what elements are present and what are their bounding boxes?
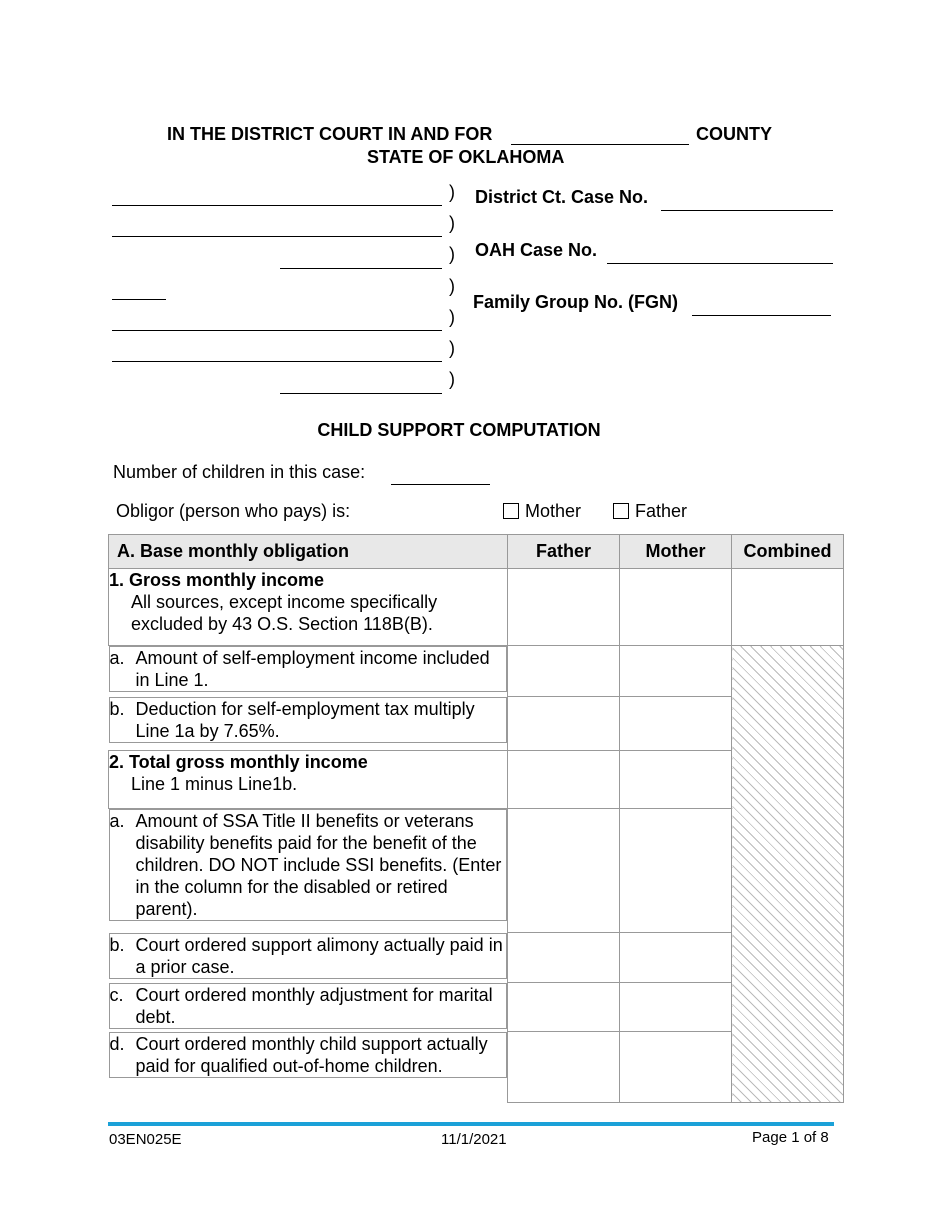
court-line xyxy=(167,124,492,145)
computation-table xyxy=(108,534,844,1103)
line2c-mother-cell[interactable] xyxy=(620,983,732,1032)
line1-mother-cell[interactable] xyxy=(620,569,732,646)
obligor-label: Obligor (person who pays) is: xyxy=(116,501,351,521)
fgn-field[interactable] xyxy=(692,315,831,316)
oah-case-label: OAH Case No. xyxy=(475,240,598,260)
line2d-letter: d. xyxy=(109,1033,125,1054)
table-header-row xyxy=(109,535,844,569)
line1-title: 1. Gross monthly income xyxy=(109,570,325,590)
line1-combined-cell[interactable] xyxy=(732,569,844,646)
paren-5: ) xyxy=(449,307,455,327)
paren-7: ) xyxy=(449,369,455,389)
line2a-mother-cell[interactable] xyxy=(620,809,732,933)
line2d-text: Court ordered monthly child support actually paid for qualified out-of-home children. xyxy=(135,1033,488,1076)
line2-label xyxy=(109,751,508,809)
col-combined-header: Combined xyxy=(732,535,844,569)
county-field[interactable] xyxy=(511,144,689,145)
table-row xyxy=(109,569,844,646)
oah-case-field[interactable] xyxy=(607,263,833,264)
col-father-header: Father xyxy=(508,535,620,569)
page-number: Page 1 of 8 xyxy=(752,1129,829,1146)
line2d-mother-cell[interactable] xyxy=(620,1032,732,1103)
line2a-label xyxy=(109,809,508,921)
form-title: CHILD SUPPORT COMPUTATION xyxy=(317,420,601,440)
line2-mother-cell[interactable] xyxy=(620,751,732,809)
obligor-father-option[interactable] xyxy=(613,501,687,522)
line1-desc: All sources, except income specifically excluded by 43 O.S. Section 118B(B). xyxy=(131,592,438,634)
line2d-father-cell[interactable] xyxy=(508,1032,620,1103)
line2a-text: Amount of SSA Title II benefits or veterans disability benefits paid for the benefit of the children. DO NOT include SSI benefits. (Enter in the column for the disabled or retired parent). xyxy=(135,811,502,919)
line1a-father-cell[interactable] xyxy=(508,646,620,697)
line2c-text: Court ordered monthly adjustment for marital debt. xyxy=(135,984,493,1027)
line2c-letter: c. xyxy=(109,984,124,1005)
caption-line-1[interactable] xyxy=(112,205,442,206)
children-field[interactable] xyxy=(391,484,490,485)
paren-4: ) xyxy=(449,276,455,296)
line2-title: 2. Total gross monthly income xyxy=(109,752,368,772)
line2b-letter: b. xyxy=(109,934,125,955)
line2b-label xyxy=(109,933,508,979)
father-option-label: Father xyxy=(635,501,688,521)
caption-line-2[interactable] xyxy=(112,236,442,237)
line1b-text: Deduction for self-employment tax multiply Line 1a by 7.65%. xyxy=(135,698,475,741)
line2c-label xyxy=(109,983,508,1029)
line1a-text: Amount of self-employment income included in Line 1. xyxy=(135,648,490,690)
line1a-mother-cell[interactable] xyxy=(620,646,732,697)
father-checkbox[interactable] xyxy=(613,503,629,519)
caption-line-6[interactable] xyxy=(112,361,442,362)
line2b-mother-cell[interactable] xyxy=(620,933,732,983)
paren-6: ) xyxy=(449,338,455,358)
section-header: A. Base monthly obligation xyxy=(109,535,508,569)
line2-desc: Line 1 minus Line1b. xyxy=(131,774,298,794)
line1b-father-cell[interactable] xyxy=(508,697,620,751)
district-case-label: District Ct. Case No. xyxy=(475,187,649,207)
line1b-label xyxy=(109,697,508,743)
form-date: 11/1/2021 xyxy=(441,1131,507,1148)
fgn-label: Family Group No. (FGN) xyxy=(473,292,678,312)
col-mother-header: Mother xyxy=(620,535,732,569)
line2c-father-cell[interactable] xyxy=(508,983,620,1032)
paren-3: ) xyxy=(449,244,455,264)
line1b-mother-cell[interactable] xyxy=(620,697,732,751)
line1a-label xyxy=(109,646,508,692)
mother-option-label: Mother xyxy=(525,501,582,521)
children-label: Number of children in this case: xyxy=(113,462,366,482)
paren-2: ) xyxy=(449,213,455,233)
line2b-text: Court ordered support alimony actually paid in a prior case. xyxy=(135,934,503,977)
line2d-label xyxy=(109,1032,508,1078)
mother-checkbox[interactable] xyxy=(503,503,519,519)
line1-father-cell[interactable] xyxy=(508,569,620,646)
caption-line-3[interactable] xyxy=(280,268,442,269)
state-line: STATE OF OKLAHOMA xyxy=(367,147,565,167)
line2a-letter: a. xyxy=(109,811,125,831)
district-case-field[interactable] xyxy=(661,210,833,211)
table-row xyxy=(109,646,844,697)
obligor-mother-option[interactable] xyxy=(503,501,581,522)
line2b-father-cell[interactable] xyxy=(508,933,620,983)
paren-1: ) xyxy=(449,182,455,202)
line2a-father-cell[interactable] xyxy=(508,809,620,933)
line1b-letter: b. xyxy=(109,698,125,719)
line1a-letter: a. xyxy=(109,648,125,668)
combined-shaded-area xyxy=(732,646,844,1103)
caption-line-5[interactable] xyxy=(112,330,442,331)
line1-label xyxy=(109,569,508,646)
court-line-start: IN THE DISTRICT COURT IN AND FOR xyxy=(167,124,493,144)
line2-father-cell[interactable] xyxy=(508,751,620,809)
form-code: 03EN025E xyxy=(109,1131,182,1148)
county-label: COUNTY xyxy=(696,124,772,144)
caption-line-7[interactable] xyxy=(280,393,442,394)
footer-divider xyxy=(108,1122,834,1126)
caption-line-4[interactable] xyxy=(112,299,166,300)
